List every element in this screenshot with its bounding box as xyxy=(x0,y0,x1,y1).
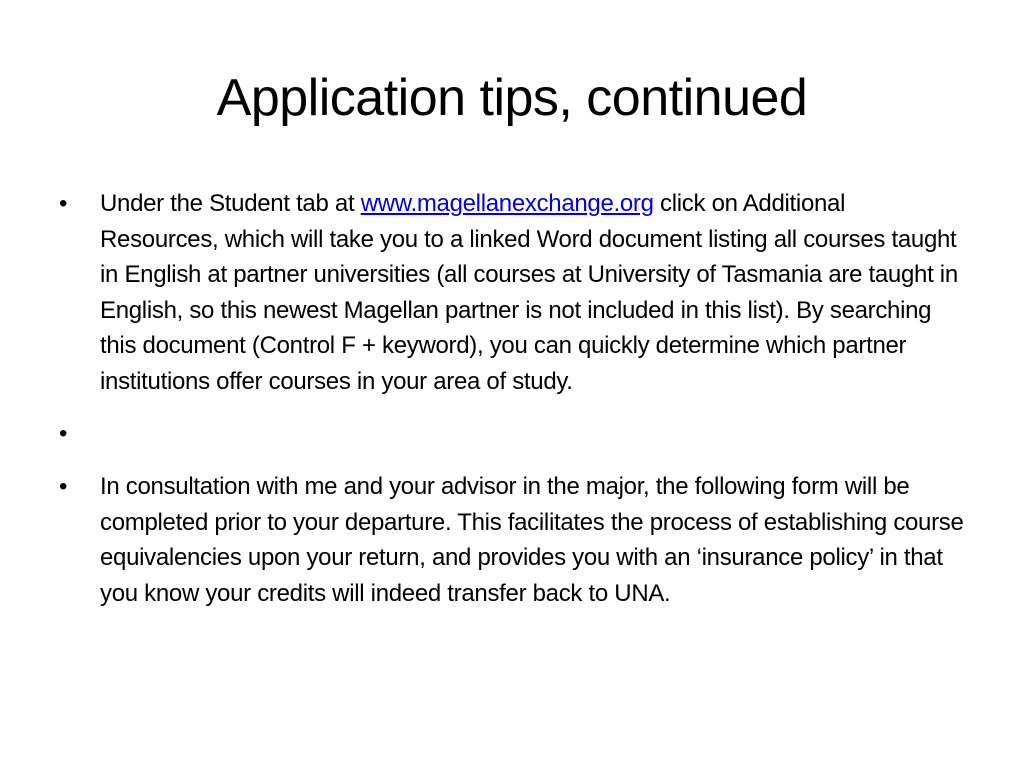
bullet-list xyxy=(56,186,968,628)
bullet-item-1 xyxy=(56,186,968,399)
bullet-3-text: In consultation with me and your advisor in the major, the following form will be completed prior to your departure. This facilitates the process of establishing course equivalencies upon your return, and provides you with an ‘insurance policy’ in that you know your credits will indeed transfer back to UNA. xyxy=(100,473,964,607)
magellan-exchange-link[interactable]: www.magellanexchange.org xyxy=(360,190,654,217)
bullet-dot: • xyxy=(59,420,68,447)
bullet-dot: • xyxy=(59,190,68,217)
bullet-dot: • xyxy=(59,473,68,500)
bullet-item-2 xyxy=(56,416,968,452)
bullet-1-text-after-link: click on Additional Resources, which will take you to a linked Word document listing all courses taught in English at partner universities (all courses at University of Tasmania are taught in English, so this newest Magellan partner is not included in this list). By searching this document (Control F + keyword), you can quickly determine which partner institutions offer courses in your area of study. xyxy=(100,190,958,395)
slide-title: Application tips, continued xyxy=(216,69,808,127)
bullet-item-3 xyxy=(56,469,968,611)
bullet-1-text-before-link: Under the Student tab at xyxy=(100,190,361,217)
